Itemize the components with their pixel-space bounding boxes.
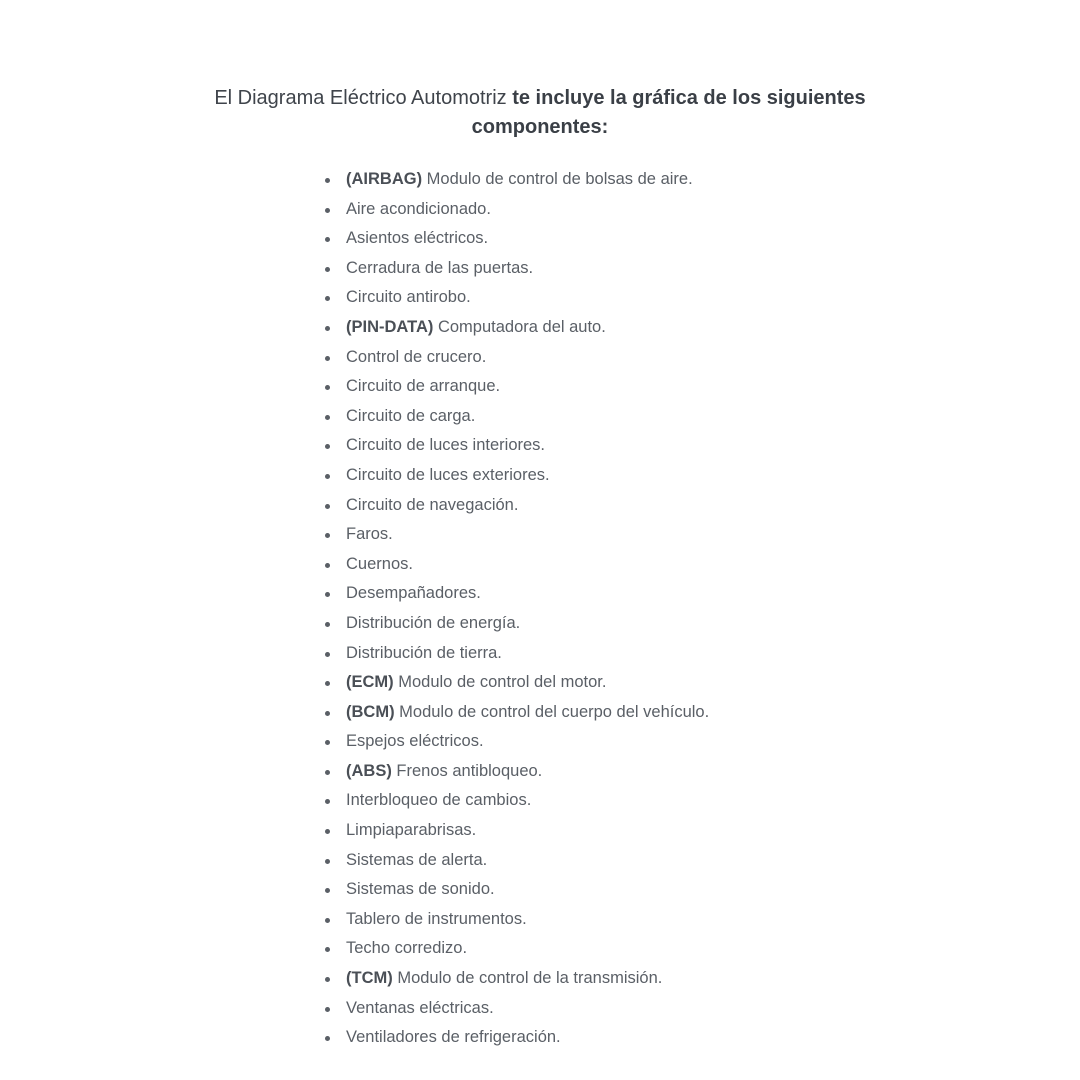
bullet-icon (325, 237, 330, 242)
list-item (320, 1023, 709, 1053)
list-item (320, 520, 709, 550)
bullet-icon (325, 1007, 330, 1012)
bullet-icon (325, 178, 330, 183)
component-description: Modulo de control de la transmisión. (392, 969, 663, 988)
component-abbreviation: (ECM) (346, 673, 394, 692)
component-abbreviation: (ABS) (346, 761, 392, 780)
bullet-icon (325, 356, 330, 361)
component-description: Ventiladores de refrigeración. (346, 1028, 561, 1047)
bullet-icon (325, 740, 330, 745)
list-item (320, 550, 709, 580)
component-description: Sistemas de sonido. (346, 880, 495, 899)
list-item (320, 254, 709, 284)
component-description: Techo corredizo. (346, 939, 468, 958)
bullet-icon (325, 947, 330, 952)
bullet-icon (325, 415, 330, 420)
bullet-icon (325, 1036, 330, 1041)
component-description: Tablero de instrumentos. (346, 909, 527, 928)
component-description: Computadora del auto. (433, 317, 606, 336)
list-item (320, 786, 709, 816)
list-item (320, 402, 709, 432)
component-description: Circuito antirobo. (346, 288, 471, 307)
bullet-icon (325, 622, 330, 627)
list-item (320, 224, 709, 254)
component-description: Modulo de control de bolsas de aire. (422, 170, 693, 188)
intro-emphasis: te incluye la gráfica de los siguientes componentes: (471, 87, 866, 138)
bullet-icon (325, 592, 330, 597)
bullet-icon (325, 504, 330, 509)
intro-paragraph (180, 84, 900, 142)
bullet-icon (325, 474, 330, 479)
bullet-icon (325, 711, 330, 716)
list-item (320, 283, 709, 313)
list-item (320, 579, 709, 609)
list-item (320, 313, 709, 343)
list-item (320, 668, 709, 698)
bullet-icon (325, 918, 330, 923)
list-item (320, 934, 709, 964)
component-description: Espejos eléctricos. (346, 732, 484, 751)
list-item (320, 727, 709, 757)
component-description: Modulo de control del motor. (393, 673, 607, 692)
list-item (320, 343, 709, 373)
list-item (320, 372, 709, 402)
bullet-icon (325, 326, 330, 331)
bullet-icon (325, 799, 330, 804)
bullet-icon (325, 888, 330, 893)
list-item (320, 461, 709, 491)
bullet-icon (325, 563, 330, 568)
list-item (320, 994, 709, 1024)
bullet-icon (325, 977, 330, 982)
list-item (320, 431, 709, 461)
component-description: Circuito de luces exteriores. (346, 465, 550, 484)
bullet-icon (325, 385, 330, 390)
bullet-icon (325, 859, 330, 864)
list-item (320, 491, 709, 521)
component-list (320, 165, 709, 1053)
component-abbreviation: (PIN-DATA) (346, 317, 434, 336)
bullet-icon (325, 770, 330, 775)
list-item (320, 875, 709, 905)
component-description: Distribución de tierra. (346, 643, 502, 662)
bullet-icon (325, 681, 330, 686)
component-description: Control de crucero. (346, 347, 487, 366)
component-description: Cerradura de las puertas. (346, 258, 534, 277)
component-description: Desempañadores. (346, 584, 481, 603)
list-item (320, 905, 709, 935)
component-description: Interbloqueo de cambios. (346, 791, 532, 810)
list-item (320, 757, 709, 787)
list-item (320, 609, 709, 639)
bullet-icon (325, 829, 330, 834)
component-description: Cuernos. (346, 554, 413, 573)
component-abbreviation: (TCM) (346, 969, 393, 988)
intro-lead: El Diagrama Eléctrico Automotriz (214, 87, 513, 109)
bullet-icon (325, 444, 330, 449)
bullet-icon (325, 296, 330, 301)
component-description: Circuito de carga. (346, 406, 476, 425)
bullet-icon (325, 652, 330, 657)
list-item (320, 195, 709, 225)
component-description: Sistemas de alerta. (346, 850, 488, 869)
list-item (320, 639, 709, 669)
list-item (320, 698, 709, 728)
component-description: Faros. (346, 525, 393, 544)
list-item (320, 846, 709, 876)
bullet-icon (325, 208, 330, 213)
component-description: Asientos eléctricos. (346, 229, 489, 248)
component-description: Modulo de control del cuerpo del vehículo. (394, 702, 710, 721)
component-description: Distribución de energía. (346, 613, 521, 632)
list-item (320, 816, 709, 846)
component-description: Circuito de navegación. (346, 495, 519, 514)
component-abbreviation: (BCM) (346, 702, 395, 721)
component-description: Circuito de arranque. (346, 377, 501, 396)
component-abbreviation: (AIRBAG) (346, 170, 423, 188)
component-description: Aire acondicionado. (346, 199, 491, 218)
component-description: Frenos antibloqueo. (391, 761, 543, 780)
component-description: Ventanas eléctricas. (346, 998, 494, 1017)
list-item (320, 165, 709, 195)
component-description: Circuito de luces interiores. (346, 436, 545, 455)
list-item (320, 964, 709, 994)
bullet-icon (325, 533, 330, 538)
component-description: Limpiaparabrisas. (346, 821, 477, 840)
bullet-icon (325, 267, 330, 272)
